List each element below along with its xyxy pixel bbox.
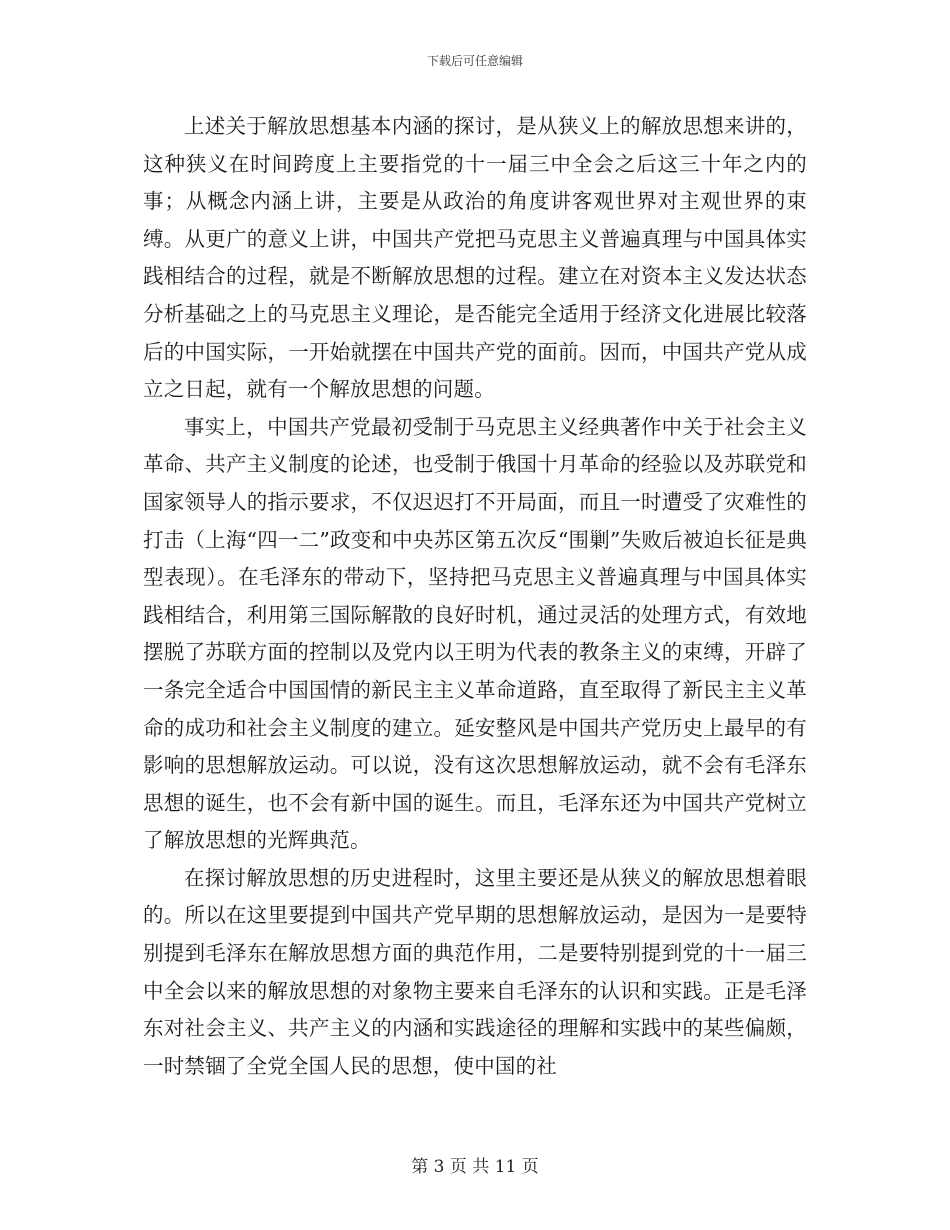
paragraph-2: 事实上，中国共产党最初受制于马克思主义经典著作中关于社会主义革命、共产主义制度的论述，也受制于俄国十月革命的经验以及苏联党和国家领导人的指示要求，不仅迟迟打不开局面，而且一时遭受了灾难性的打击（上海“四一二”政变和中央苏区第五次反“围剿”失败后被迫长征是典型表现）。在毛泽东的带动下，坚持把马克思主义普遍真理与中国具体实践相结合，利用第三国际解散的良好时机，通过灵活的处理方式，有效地摆脱了苏联方面的控制以及党内以王明为代表的教条主义的束缚，开辟了一条完全适合中国国情的新民主主义革命道路，直至取得了新民主主义革命的成功和社会主义制度的建立。延安整风是中国共产党历史上最早的有影响的思想解放运动。可以说，没有这次思想解放运动，就不会有毛泽东思想的诞生，也不会有新中国的诞生。而且，毛泽东还为中国共产党树立了解放思想的光辉典范。: [143, 414, 807, 853]
page-footer: 第 3 页 共 11 页: [411, 1157, 539, 1177]
paragraph-1: 上述关于解放思想基本内涵的探讨，是从狭义上的解放思想来讲的，这种狭义在时间跨度上主要指党的十一届三中全会之后这三十年之内的事；从概念内涵上讲，主要是从政治的角度讲客观世界对主观世界的束缚。从更广的意义上讲，中国共产党把马克思主义普遍真理与中国具体实践相结合的过程，就是不断解放思想的过程。建立在对资本主义发达状态分析基础之上的马克思主义理论，是否能完全适用于经济文化进展比较落后的中国实际，一开始就摆在中国共产党的面前。因而，中国共产党从成立之日起，就有一个解放思想的问题。: [143, 114, 807, 402]
paragraph-3: 在探讨解放思想的历史进程时，这里主要还是从狭义的解放思想着眼的。所以在这里要提到中国共产党早期的思想解放运动，是因为一是要特别提到毛泽东在解放思想方面的典范作用，二是要特别提到党的十一届三中全会以来的解放思想的对象物主要来自毛泽东的认识和实践。正是毛泽东对社会主义、共产主义的内涵和实践途径的理解和实践中的某些偏颇，一时禁锢了全党全国人民的思想，使中国的社: [143, 865, 807, 1078]
page-header: 下载后可任意编辑: [426, 54, 523, 68]
document-body: [143, 108, 807, 1085]
